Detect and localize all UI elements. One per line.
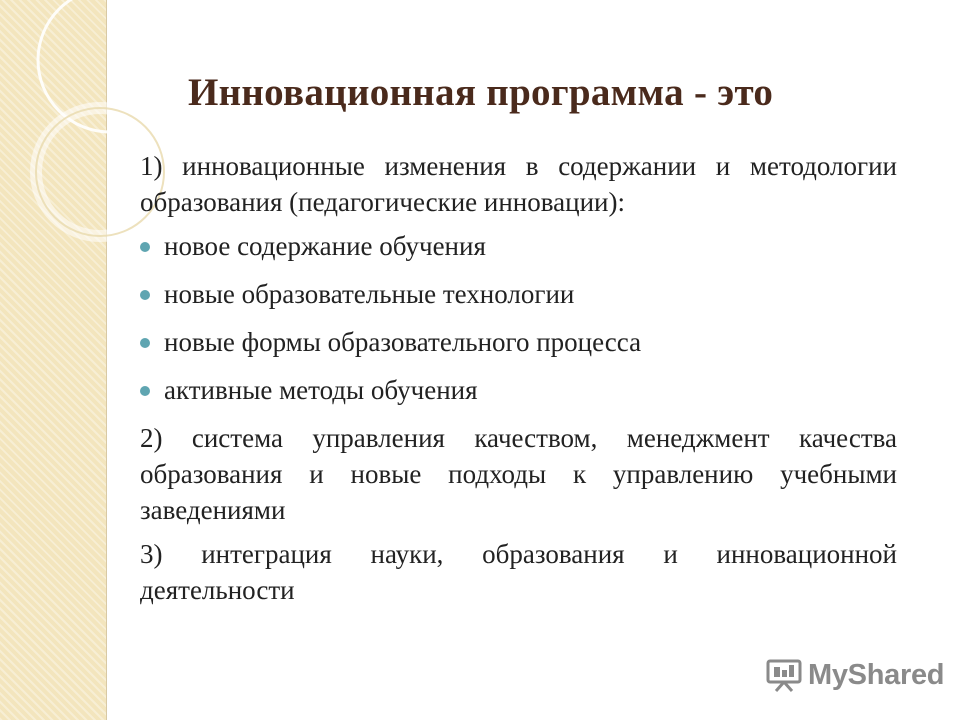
watermark (766, 655, 944, 695)
bullet-text: новые формы образовательного процесса (164, 327, 642, 357)
list-item (140, 228, 897, 264)
paragraph-3: 3) интеграция науки, образования и инновационной деятельности (140, 539, 897, 605)
bullet-dot-icon (140, 386, 150, 396)
list-item (140, 324, 897, 360)
bullet-text: активные методы обучения (164, 375, 478, 405)
presentation-board-icon (766, 658, 802, 692)
bullet-dot-icon (140, 338, 150, 348)
paragraph-1: 1) инновационные изменения в содержании и методологии образования (педагогические инновации): (140, 151, 897, 217)
bullet-dot-icon (140, 242, 150, 252)
list-item (140, 372, 897, 408)
slide-title: Инновационная программа - это (188, 71, 774, 114)
list-item (140, 276, 897, 312)
slide-content (140, 148, 897, 608)
bullet-text: новые образовательные технологии (164, 279, 575, 309)
paragraph-2: 2) система управления качеством, менеджмент качества образования и новые подходы к управлению учебными заведениями (140, 423, 897, 525)
bullet-dot-icon (140, 290, 150, 300)
bullet-list (140, 228, 897, 408)
watermark-text: MyShared (808, 658, 945, 691)
bullet-text: новое содержание обучения (164, 231, 486, 261)
